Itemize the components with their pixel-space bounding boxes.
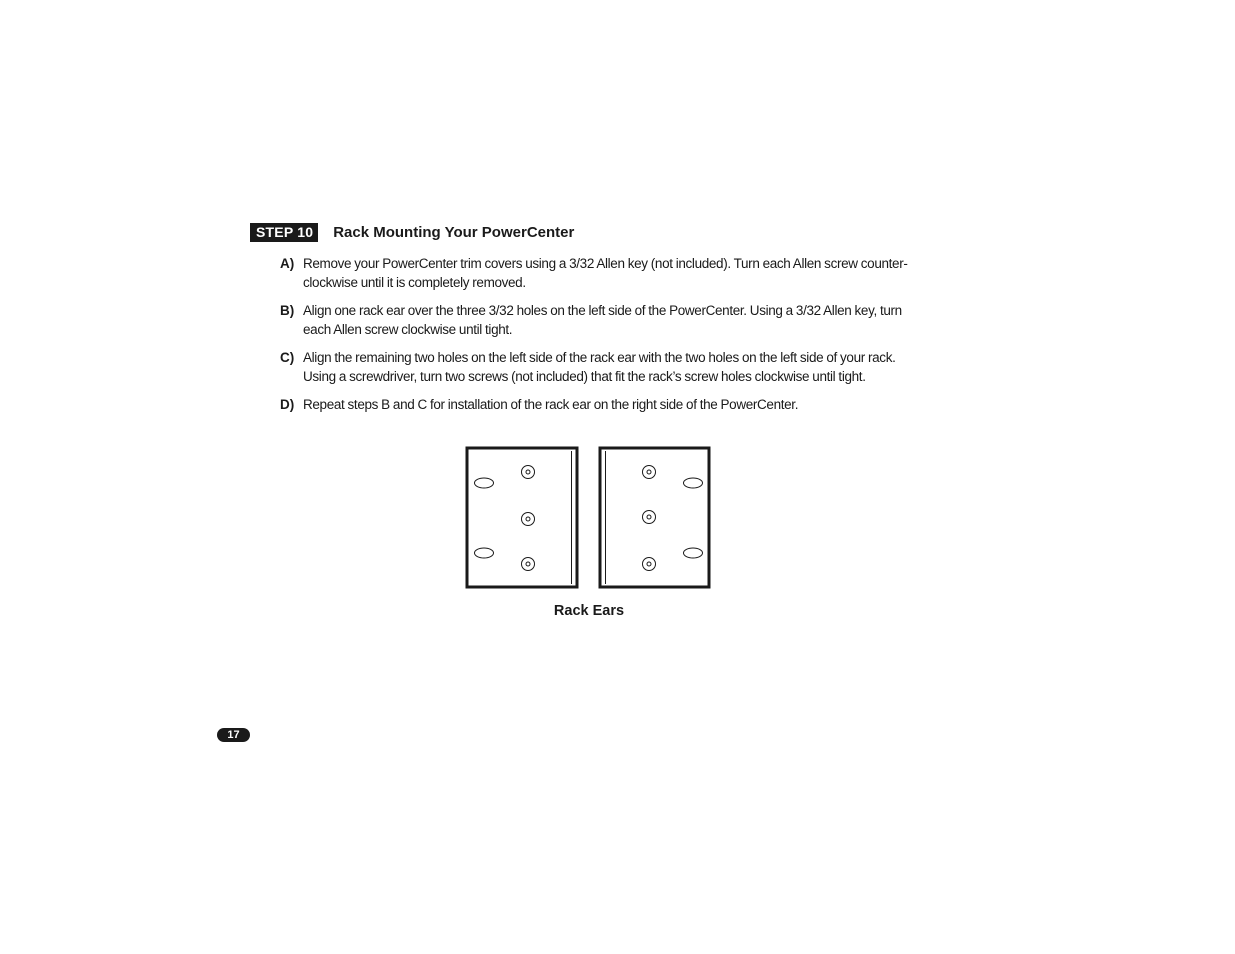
rack-ears-illustration: [465, 446, 715, 591]
left-rack-ear: [467, 448, 577, 587]
instruction-list: [280, 254, 925, 423]
step-letter: B): [280, 303, 295, 318]
left-ear-mount-slot-top: [475, 478, 494, 488]
left-ear-screw-hole-middle: [522, 513, 535, 526]
step-letter: C): [280, 350, 295, 365]
page-title: Rack Mounting Your PowerCenter: [333, 224, 575, 241]
right-ear-mount-slot-bottom: [684, 548, 703, 558]
step-text: Align the remaining two holes on the left side of the rack ear with the two holes on the left side of your rack. Using a screwdriver, turn two screws (not included) that fit the rack’s screw holes clockwise until tight.: [303, 350, 896, 384]
right-rack-ear: [600, 448, 709, 587]
step-header: [250, 223, 574, 242]
page-number-badge: 17: [217, 728, 250, 742]
step-letter: A): [280, 256, 295, 271]
step-text: Remove your PowerCenter trim covers using a 3/32 Allen key (not included). Turn each Allen screw counter-clockwise until it is completely removed.: [303, 256, 908, 290]
left-ear-mount-slot-bottom: [475, 548, 494, 558]
instruction-step-d: [280, 395, 925, 414]
left-ear-screw-hole-top: [522, 466, 535, 479]
step-text: Align one rack ear over the three 3/32 holes on the left side of the PowerCenter. Using a 3/32 Allen key, turn each Allen screw clockwise until tight.: [303, 303, 902, 337]
step-text: Repeat steps B and C for installation of the rack ear on the right side of the PowerCenter.: [303, 397, 799, 412]
instruction-step-c: [280, 348, 925, 386]
instruction-step-a: [280, 254, 925, 292]
right-ear-screw-hole-bottom: [643, 558, 656, 571]
step-letter: D): [280, 397, 295, 412]
step-badge: STEP 10: [250, 223, 318, 242]
right-ear-mount-slot-top: [684, 478, 703, 488]
left-ear-screw-hole-bottom: [522, 558, 535, 571]
right-ear-screw-hole-top: [643, 466, 656, 479]
figure-caption: Rack Ears: [553, 603, 625, 619]
instruction-step-b: [280, 301, 925, 339]
right-ear-screw-hole-middle: [643, 511, 656, 524]
